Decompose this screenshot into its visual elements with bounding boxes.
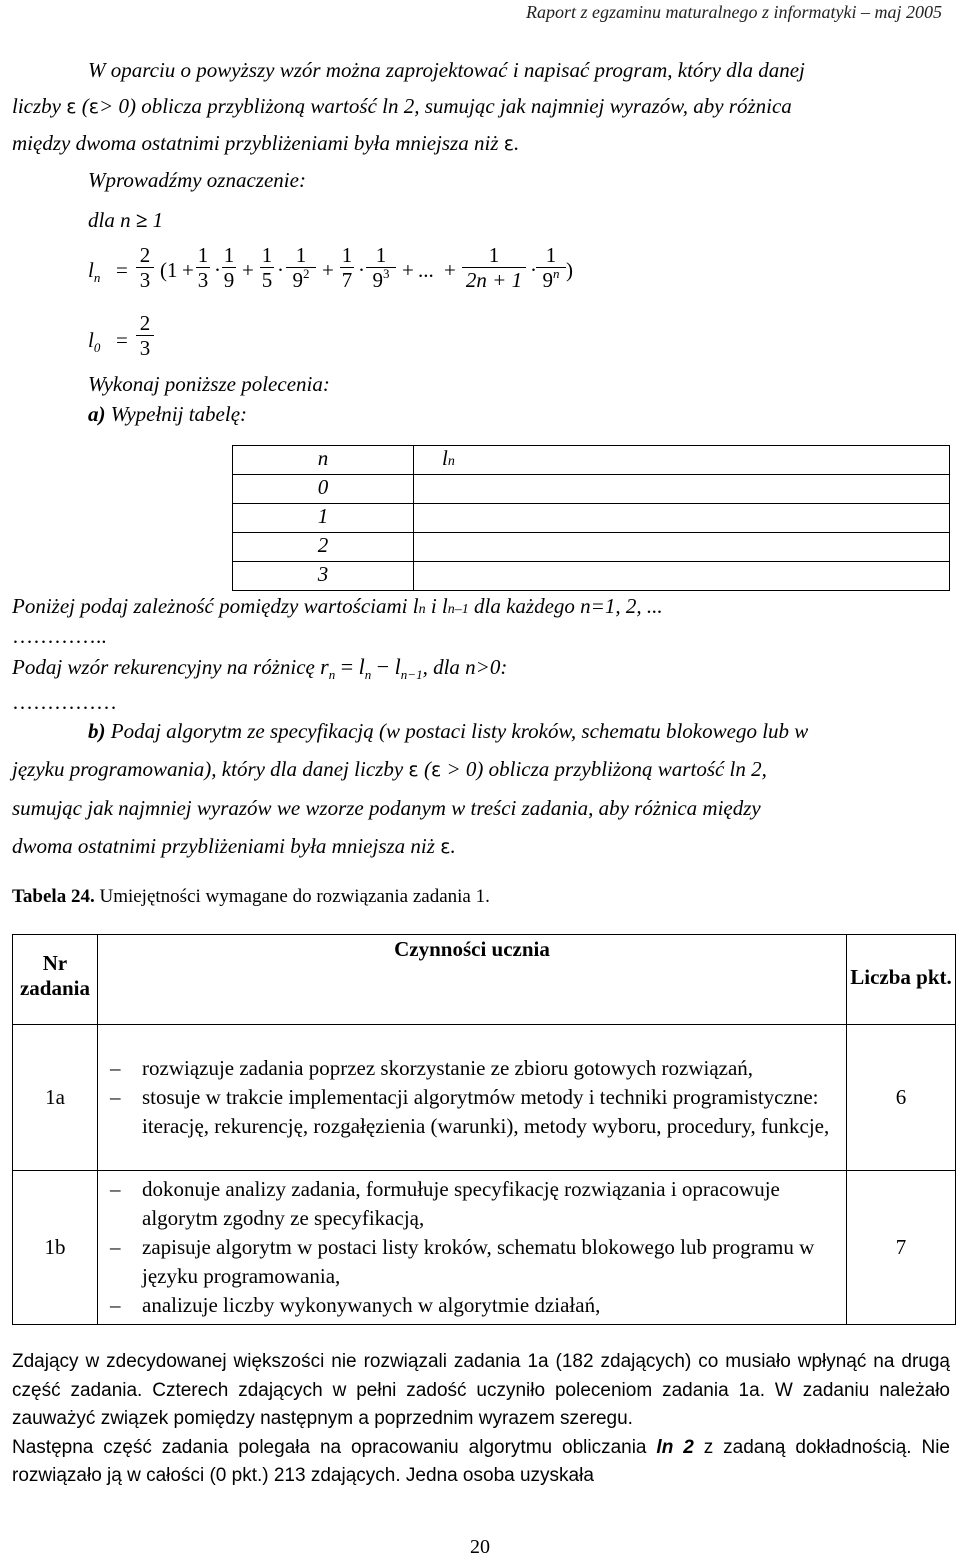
dependency-prompt: Poniżej podaj zależność pomiędzy wartościami ln i ln–1 dla każdego n=1, 2, ... [12,594,663,618]
plus-sign: + [444,258,456,282]
header-points: Liczba pkt. [847,935,956,1025]
plus-sign: + [322,258,334,282]
fraction-1-9n: 1 9$^n$ [536,244,566,294]
epsilon-symbol: ε [440,836,451,858]
summary-paragraph-2: Następna część zadania polegała na opracowaniu algorytmu obliczania ln 2 z zadaną dokładnością. Nie rozwiązało ją w całości (0 pkt.) 213 zdających. Jedna osoba uzyskała [12,1436,950,1486]
series-formula: $l_n$ = 2 3 (1 + 1 3 · 1 9 + 1 5 · 1 $9^2$ + 1 7 · 1 $9^3$ + ... + 1 2n + 1 · 1 9$^n$ ) $l_0$ = 2 3 [88,243,573,360]
plus-sign: + [242,258,254,282]
table-cell-ln[interactable] [414,475,950,504]
epsilon-symbol: ε [503,133,515,155]
table-caption: Tabela 24. Umiejętności wymagane do rozwiązania zadania 1. [12,886,490,907]
header-activities: Czynności ucznia [98,935,847,1025]
task-1a: 1a [13,1025,98,1171]
table-row-n: 3 [233,562,414,591]
points-1b: 7 [847,1171,956,1325]
plus-sign: + [182,258,194,282]
intro-line-1: W oparciu o powyższy wzór można zaprojektować i napisać program, który dla danej [88,58,805,82]
summary-paragraph-1: Zdający w zdecydowanej większości nie rozwiązali zadania 1a (182 zdających) co musiało wpłynąć na drugą część zadania. Czterech zdających w pełni zadość uczyniło poleceniom zadania 1a. W zadaniu należało zauważyć związek pomiędzy następnym a poprzednim wyrazem szeregu. [12,1351,950,1429]
activities-1b [98,1171,847,1325]
skills-table [12,934,956,1325]
list-item: – stosuje w trakcie implementacji algorytmów metody i techniki programistyczne: iterację, rekurencję, rozgałęzienia (warunki), metody wyboru, procedury, funkcje, [110,1083,836,1141]
table-row-n: 0 [233,475,414,504]
condition-text: dla n [88,208,136,232]
intro-line-3: między dwoma ostatnimi przybliżeniami była mniejsza niż [12,131,504,155]
equals-sign: = [116,258,128,282]
fraction-1-9sq: 1 $9^2$ [286,244,316,294]
intro-line-2c: > 0) oblicza przybliżoną wartość ln 2, sumując jak najmniej wyrazów, aby różnica [99,94,792,118]
recurrence-prompt: Podaj wzór rekurencyjny na różnicę $r_n = l_n - l_{n-1}$, dla n>0: [12,654,508,682]
condition-value: 1 [147,208,164,232]
table-row-n: 1 [233,504,414,533]
page-header: Raport z egzaminu maturalnego z informatyki – maj 2005 [526,2,942,22]
part-b-paragraph: b) Podaj algorytm ze specyfikacją (w postaci listy kroków, schematu blokowego lub w języku programowania), który dla danej liczby ε (ε > 0) oblicza przybliżoną wartość ln 2, sumując jak najmniej wyrazów we wzorze podanym w treści zadania, aby różnica między dwoma ostatnimi przybliżeniami była mniejsza niż ε. [12,719,809,858]
table-cell-ln[interactable] [414,504,950,533]
header-task-number: Nr zadania [13,935,98,1025]
list-item: – analizuje liczby wykonywanych w algorytmie działań, [110,1291,836,1320]
list-item: – rozwiązuje zadania poprzez skorzystanie ze zbioru gotowych rozwiązań, [110,1054,836,1083]
list-item: – dokonuje analizy zadania, formułuje specyfikację rozwiązania i opracowuje algorytm zgodny ze specyfikacją, [110,1175,836,1233]
table-header-ln: ln [414,446,950,475]
ellipsis: ... [418,258,434,282]
fraction-2-3: 2 3 [136,244,154,291]
intro-line-2a: liczby [12,94,67,118]
epsilon-symbol: ε [430,759,442,781]
l0-symbol: $l_0$ [88,328,101,355]
notation-label: Wprowadźmy oznaczenie: [88,168,306,192]
close-paren: ) [566,258,573,282]
fraction-1-5: 1 5 [261,243,273,292]
intro-paragraph [12,52,950,238]
fraction-1-7: 1 7 [341,243,353,292]
list-item: – zapisuje algorytm w postaci listy kroków, schematu blokowego lub programu w języku programowania, [110,1233,836,1291]
equals-sign: = [116,328,128,352]
ln-symbol: $l_n$ [88,258,101,285]
fraction-2-3: 2 3 [136,312,154,359]
ln-table [232,445,950,591]
intro-line-3-end: . [514,131,520,155]
answer-dots-2: …………… [12,690,117,714]
epsilon-symbol: ε [66,96,77,118]
points-1a: 6 [847,1025,956,1171]
open-paren: (1 [160,258,178,282]
fraction-1-9cube: 1 $9^3$ [366,244,396,294]
fraction-1-9: 1 9 [223,243,235,292]
activities-1a [98,1025,847,1171]
fraction-1-3: 1 3 [197,243,209,292]
epsilon-symbol: ε [88,96,100,118]
part-a-label: a) Wypełnij tabelę: [88,402,248,426]
page-number: 20 [470,1536,490,1558]
intro-line-2b: ( [76,94,89,118]
plus-sign: + [402,258,414,282]
instructions-label: Wykonaj poniższe polecenia: [88,372,330,396]
summary-text [12,1348,950,1491]
fraction-1-2n1: 1 2n + 1 [462,244,526,291]
task-1b: 1b [13,1171,98,1325]
answer-dots-1: ………….. [12,624,107,648]
epsilon-symbol: ε [408,759,419,781]
ge-symbol: ≥ [135,208,148,232]
table-header-n: n [233,446,414,475]
table-row-n: 2 [233,533,414,562]
table-cell-ln[interactable] [414,562,950,591]
table-cell-ln[interactable] [414,533,950,562]
